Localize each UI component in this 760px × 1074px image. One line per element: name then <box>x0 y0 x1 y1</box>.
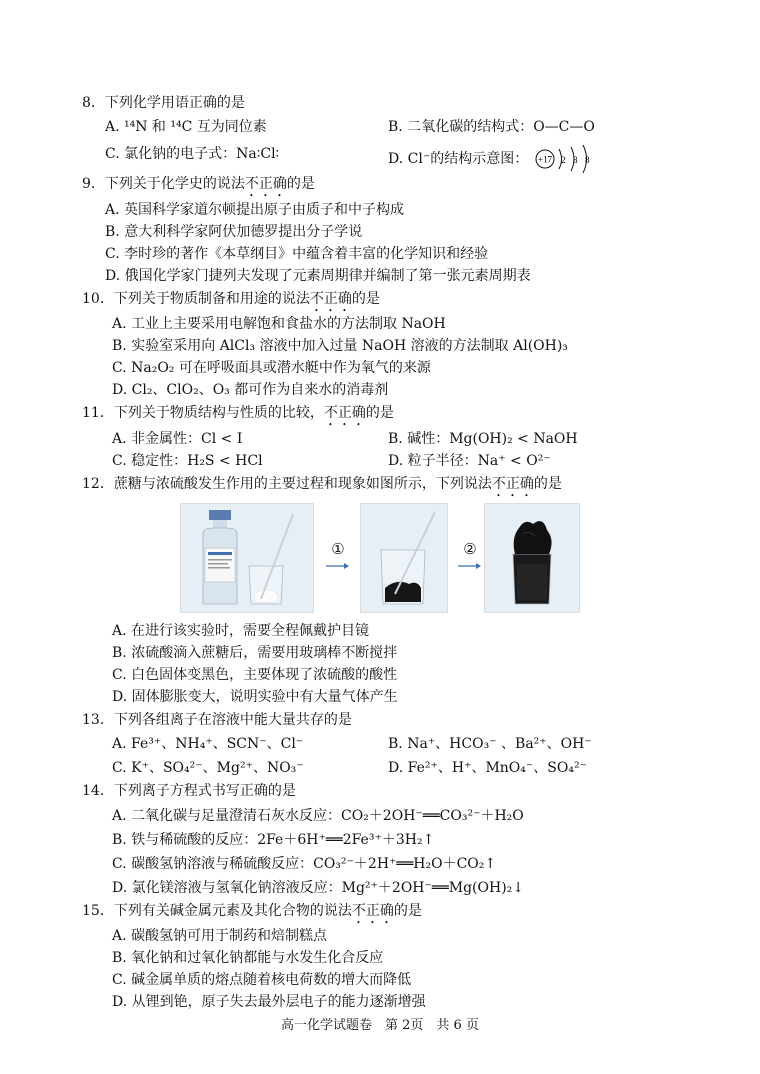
q12-option-d: D. 固体膨胀变大，说明实验中有大量气体产生 <box>112 689 398 705</box>
q15-option-a: A. 碳酸氢钠可用于制药和焙制糕点 <box>112 928 328 944</box>
question-number: 14． <box>82 783 114 799</box>
q15-option-c: C. 碱金属单质的熔点随着核电荷数的增大而降低 <box>112 972 412 988</box>
blackened-sugar-photo <box>360 503 448 613</box>
q11-option-c: C. 稳定性：H₂S < HCl <box>112 453 263 469</box>
question-text-end: 的是 <box>286 176 315 192</box>
question-number: 9． <box>82 176 105 192</box>
question-text-end: 的是 <box>393 903 422 919</box>
q10-option-b: B. 实验室采用向 AlCl₃ 溶液中加入过量 NaOH 溶液的方法制取 Al(OH)₃ <box>112 338 568 354</box>
q11-option-b: B. 碱性：Mg(OH)₂ < NaOH <box>388 431 578 447</box>
step-2-label: ② <box>463 540 477 558</box>
question-text: 下列关于化学史的说法 <box>104 176 245 192</box>
step-2-arrow <box>458 540 482 574</box>
q8-option-c: C. 氯化钠的电子式：Na∶Cl∶ <box>105 146 280 162</box>
question-13-stem <box>82 709 352 729</box>
q13-option-b: B. Na⁺、HCO₃⁻ 、Ba²⁺、OH⁻ <box>388 736 592 752</box>
svg-text:8: 8 <box>572 155 578 165</box>
question-number: 8． <box>82 95 105 111</box>
svg-text:2: 2 <box>560 155 566 165</box>
question-text: 下列有关碱金属元素及其化合物的说法 <box>113 903 352 919</box>
question-number: 10． <box>82 291 114 307</box>
question-9-stem <box>82 173 315 200</box>
question-text-end: 的是 <box>351 291 380 307</box>
arrow-right-icon <box>458 562 482 570</box>
question-14-stem <box>82 780 296 800</box>
question-number: 13． <box>82 712 114 728</box>
emphasis-text: 不正确 <box>351 903 394 919</box>
question-11-stem <box>82 402 394 429</box>
q12-option-c: C. 白色固体变黑色，主要体现了浓硫酸的酸性 <box>112 667 398 683</box>
q11-option-a: A. 非金属性：Cl < I <box>112 431 243 447</box>
svg-text:8: 8 <box>584 155 590 165</box>
step-1-label: ① <box>331 540 345 558</box>
question-number: 11． <box>82 405 114 421</box>
q14-option-a: A. 二氧化碳与足量澄清石灰水反应：CO₂＋2OH⁻══CO₃²⁻＋H₂O <box>112 808 524 824</box>
q8-option-d <box>388 143 613 175</box>
question-12-stem <box>82 473 562 500</box>
q14-option-b: B. 铁与稀硫酸的反应：2Fe＋6H⁺══2Fe³⁺＋3H₂↑ <box>112 832 435 848</box>
emphasis-text: 不正确 <box>491 476 534 492</box>
question-text: 下列化学用语正确的是 <box>104 95 245 111</box>
question-8-stem <box>82 92 245 112</box>
q9-option-a: A. 英国科学家道尔顿提出原子由质子和中子构成 <box>105 202 405 218</box>
sulfuric-acid-bottle-photo <box>180 503 314 613</box>
arrow-right-icon <box>326 562 350 570</box>
q10-option-c: C. Na₂O₂ 可在呼吸面具或潜水艇中作为氧气的来源 <box>112 360 431 376</box>
q15-option-d: D. 从锂到铯，原子失去最外层电子的能力逐渐增强 <box>112 994 426 1010</box>
question-10-stem <box>82 288 380 315</box>
question-number: 12． <box>82 476 114 492</box>
q8-option-d-text: D. Cl⁻的结构示意图： <box>388 151 529 167</box>
q14-option-c: C. 碳酸氢钠溶液与稀硫酸反应：CO₃²⁻＋2H⁺══H₂O＋CO₂↑ <box>112 856 497 872</box>
q8-option-a: A. ¹⁴N 和 ¹⁴C 互为同位素 <box>105 119 267 135</box>
svg-text:+17: +17 <box>537 154 552 165</box>
emphasis-text: 不正确 <box>244 176 287 192</box>
q14-option-d: D. 氯化镁溶液与氢氧化钠溶液反应：Mg²⁺＋2OH⁻══Mg(OH)₂↓ <box>112 880 525 896</box>
question-text: 下列离子方程式书写正确的是 <box>113 783 296 799</box>
question-text: 下列关于物质制备和用途的说法 <box>113 291 310 307</box>
page-footer: 高一化学试题卷 第 2页 共 6 页 <box>281 1018 479 1033</box>
step-1-arrow <box>326 540 350 574</box>
q13-option-c: C. K⁺、SO₄²⁻、Mg²⁺、NO₃⁻ <box>112 760 304 776</box>
q10-option-d: D. Cl₂、ClO₂、O₃ 都可作为自来水的消毒剂 <box>112 382 389 398</box>
question-text-end: 的是 <box>533 476 562 492</box>
q13-option-a: A. Fe³⁺、NH₄⁺、SCN⁻、Cl⁻ <box>112 736 304 752</box>
q9-option-d: D. 俄国化学家门捷列夫发现了元素周期律并编制了第一张元素周期表 <box>105 268 531 284</box>
question-text: 下列各组离子在溶液中能大量共存的是 <box>113 712 352 728</box>
q10-option-a: A. 工业上主要采用电解饱和食盐水的方法制取 NaOH <box>112 316 446 332</box>
q12-option-b: B. 浓硫酸滴入蔗糖后，需要用玻璃棒不断搅拌 <box>112 645 398 661</box>
chlorine-ion-structure-diagram <box>533 143 613 175</box>
expanded-carbon-photo <box>484 503 580 613</box>
question-15-stem <box>82 900 422 927</box>
q9-option-c: C. 李时珍的著作《本草纲目》中蕴含着丰富的化学知识和经验 <box>105 246 489 262</box>
emphasis-text: 不正确 <box>309 291 352 307</box>
question-text: 蔗糖与浓硫酸发生作用的主要过程和现象如图所示，下列说法 <box>113 476 492 492</box>
question-text: 下列关于物质结构与性质的比较， <box>113 405 324 421</box>
q8-option-b: B. 二氧化碳的结构式：O—C—O <box>388 119 595 135</box>
question-number: 15． <box>82 903 114 919</box>
q9-option-b: B. 意大利科学家阿伏加德罗提出分子学说 <box>105 224 363 240</box>
q13-option-d: D. Fe²⁺、H⁺、MnO₄⁻、SO₄²⁻ <box>388 760 587 776</box>
emphasis-text: 不正确 <box>323 405 366 421</box>
q12-option-a: A. 在进行该实验时，需要全程佩戴护目镜 <box>112 623 370 639</box>
q15-option-b: B. 氧化钠和过氧化钠都能与水发生化合反应 <box>112 950 384 966</box>
question-text-end: 的是 <box>365 405 394 421</box>
q11-option-d: D. 粒子半径：Na⁺ < O²⁻ <box>388 453 551 469</box>
